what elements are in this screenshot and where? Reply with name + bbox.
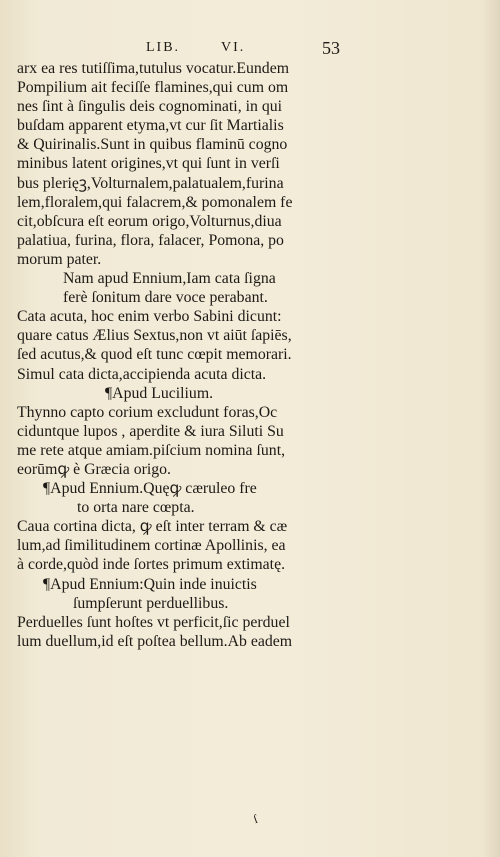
- text-line: lum,ad ſimilitudinem cortinæ Apollinis, ea: [17, 537, 286, 555]
- text-line: lem,floralem,qui falacrem,& pomonalem fe: [17, 193, 293, 211]
- footer-mark: ſ: [251, 811, 260, 827]
- text-line: minibus latent origines,vt qui ſunt in verſi: [17, 155, 280, 173]
- running-head-number: VI.: [221, 40, 246, 55]
- quote-line: ferè ſonitum dare voce perabant.: [63, 289, 268, 307]
- text-line: à corde,quòd inde ſortes primum extimatę.: [17, 556, 286, 574]
- text-line: arx ea res tutiſſima,tutulus vocatur.Eundem: [17, 60, 289, 77]
- text-line: me rete atque amiam.piſcium nomina ſunt,: [17, 441, 286, 459]
- quote-line: to orta nare cœpta.: [77, 499, 195, 517]
- text-line: quare catus Ælius Sextus,non vt aiūt ſapiēs,: [17, 327, 292, 345]
- text-line: Simul cata dicta,accipienda acuta dicta.: [17, 365, 267, 383]
- text-line: ſed acutus,& quod eſt tunc cœpit memorari.: [17, 346, 292, 364]
- text-line: buſdam apparent etyma,vt cur ſit Martialis: [17, 117, 284, 135]
- text-line: morum pater.: [17, 250, 102, 268]
- quote-line: Nam apud Ennium,Iam cata ſigna: [63, 270, 276, 288]
- text-line: & Quirinalis.Sunt in quibus flaminū cogno: [17, 136, 288, 154]
- text-line: palatiua, furina, flora, falacer, Pomona, po: [17, 231, 284, 249]
- text-line: Pompilium ait feciſſe flamines,qui cum om: [17, 79, 289, 97]
- text-line: Perduelles ſunt hoſtes vt perficit,ſic perduel: [17, 613, 290, 631]
- text-line: Caua cortina dicta, ꝙ eſt inter terram & cæ: [17, 518, 288, 536]
- section-heading: ¶Apud Lucilium.: [105, 384, 214, 402]
- text-line: Thynno capto corium excludunt foras,Oc: [17, 403, 278, 421]
- running-head-book: LIB.: [146, 40, 181, 55]
- text-line: Cata acuta, hoc enim verbo Sabini dicunt:: [17, 308, 282, 326]
- page-edge-shadow: [482, 0, 500, 857]
- page-text: [17, 59, 377, 651]
- text-line: eorūmꝙ è Græcia origo.: [17, 460, 171, 478]
- quote-line: ſumpſerunt perduellibus.: [73, 594, 229, 612]
- quote-line: ¶Apud Ennium.Quęꝙ cæruleo fre: [43, 480, 257, 498]
- text-line: cit,obſcura eſt eorum origo,Volturnus,diua: [17, 212, 282, 230]
- text-line: lum duellum,id eſt poſtea bellum.Ab eadem: [17, 632, 293, 650]
- text-line: bus plerięꝫ,Volturnalem,palatualem,furina: [17, 174, 284, 192]
- quote-line: ¶Apud Ennium:Quin inde inuictis: [43, 575, 257, 593]
- page-number: 53: [322, 38, 340, 58]
- text-line: ciduntque lupos , aperdite & iura Siluti Su: [17, 422, 284, 440]
- running-header: [0, 40, 500, 60]
- text-line: nes ſint à ſingulis deis cognominati, in qui: [17, 98, 283, 116]
